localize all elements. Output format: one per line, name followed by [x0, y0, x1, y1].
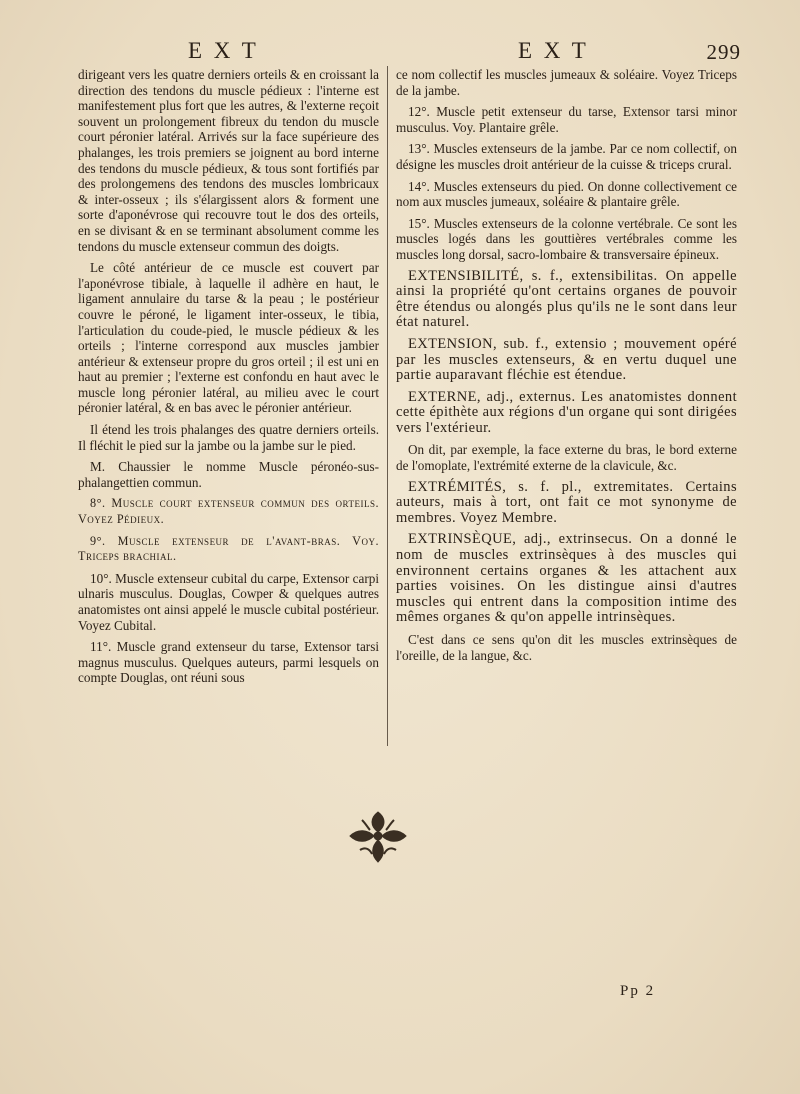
dictionary-entry: EXTENSION, sub. f., extensio ; mouvement opéré par les muscles extenseurs, & en vertu duquel une partie auparavant fléchie est étendue. [396, 335, 737, 384]
dictionary-entry: EXTERNE, adj., externus. Les anatomistes donnent cette épithète aux régions d'un organe qui sont dirigées vers l'extérieur. [396, 388, 737, 436]
subentry: 13°. Muscles extenseurs de la jambe. Par ce nom collectif, on désigne les muscles droit antérieur de la cuisse & triceps crural. [396, 141, 737, 172]
subentry: 11°. Muscle grand extenseur du tarse, Extensor tarsi magnus musculus. Quelques auteurs, parmi lesquels on compte Douglas, ont réuni sous [78, 639, 379, 686]
subentry: 8°. Muscle court extenseur commun des orteils. Voyez Pédieux. [78, 496, 379, 527]
paragraph: dirigeant vers les quatre derniers orteils & en croissant la direction des tendons du muscle pédieux : l'interne est manifestement plus fort que les autres, & l'externe reçoit souvent un prolongement fibreux du tendon du muscle court péronier latéral. Arrivés sur la face supérieure des phalanges, les trois premiers se joignent au bord interne des tendons du muscle pédieux, & tous sont fortifiés par des prolongemens des tendons des muscles lombricaux & inter-osseux ; ils s'élargissent alors & forment une sorte d'aponévrose qui recouvre tout le dos des orteils, en se divisant & en se terminant absolument comme les tendons du muscle extenseur commun des doigts. [78, 67, 379, 254]
running-head-left: E X T [188, 38, 259, 63]
subentry: 14°. Muscles extenseurs du pied. On donne collectivement ce nom aux muscles jumeaux, soléaire & plantaire grêle. [396, 178, 737, 210]
subentry: 12°. Muscle petit extenseur du tarse, Extensor tarsi minor musculus. Voy. Plantaire grêle. [396, 104, 737, 135]
right-column [396, 67, 737, 669]
paragraph: On dit, par exemple, la face externe du bras, le bord externe de l'omoplate, l'extrémité externe de la clavicule, &c. [396, 442, 737, 474]
dictionary-entry: EXTENSIBILITÉ, s. f., extensibilitas. On appelle ainsi la propriété qu'ont certains organes de pouvoir être étendus ou alongés plus qu'ils ne le sont dans leur état naturel. [396, 267, 737, 331]
column-rule [387, 66, 388, 746]
paragraph: C'est dans ce sens qu'on dit les muscles extrinsèques de l'oreille, de la langue, &c. [396, 632, 737, 663]
subentry: 10°. Muscle extenseur cubital du carpe, Extensor carpi ulnaris musculus. Douglas, Cowper & quelques autres anatomistes ont ainsi appelé le muscle cubital postérieur. Voyez Cubital. [78, 570, 379, 633]
dictionary-entry: EXTRÉMITÉS, s. f. pl., extremitates. Certains auteurs, mais à tort, ont fait ce mot synonyme de membres. Voyez Membre. [396, 478, 737, 526]
dictionary-entry: EXTRINSÈQUE, adj., extrinsecus. On a donné le nom de muscles extrinsèques à des muscles qui environnent certains organes & les attachent aux parties voisines. On les distingue ainsi d'autres muscles qui entrent dans la composition intime des mêmes organes & qu'on appelle intrinsèques. [396, 531, 737, 626]
subentry: 9°. Muscle extenseur de l'avant-bras. Voy. Triceps brachial. [78, 533, 379, 564]
running-head-right: E X T [518, 38, 589, 63]
left-column [78, 67, 379, 692]
page-number: 299 [706, 40, 741, 64]
paragraph: Il étend les trois phalanges des quatre derniers orteils. Il fléchit le pied sur la jambe ou la jambe sur le pied. [78, 422, 379, 453]
signature-mark: Pp 2 [620, 983, 656, 999]
paragraph: ce nom collectif les muscles jumeaux & soléaire. Voyez Triceps de la jambe. [396, 67, 737, 98]
running-head [78, 38, 741, 64]
subentry: 15°. Muscles extenseurs de la colonne vertébrale. Ce sont les muscles logés dans les gouttières vertébrales comme les muscles long dorsal, sacro-lombaire & transversaire épineux. [396, 215, 737, 262]
fleuron-ornament-icon [340, 806, 416, 866]
paragraph: Le côté antérieur de ce muscle est couvert par l'aponévrose tibiale, à laquelle il adhère en haut, le ligament annulaire du tarse & la peau ; le postérieur couvre le péroné, le ligament inter-osseux, le tibia, l'articulation du coude-pied, le muscle pédieux & les orteils ; l'interne correspond aux muscles jambier antérieur & extenseur propre du gros orteil ; il est uni en haut au premier ; l'externe est confondu en haut avec le muscle long péronier latéral, au milieu avec le court péronier latéral, & en bas avec le péronier antérieur. [78, 260, 379, 416]
paragraph: M. Chaussier le nomme Muscle péronéo-sus-phalangettien commun. [78, 459, 379, 490]
